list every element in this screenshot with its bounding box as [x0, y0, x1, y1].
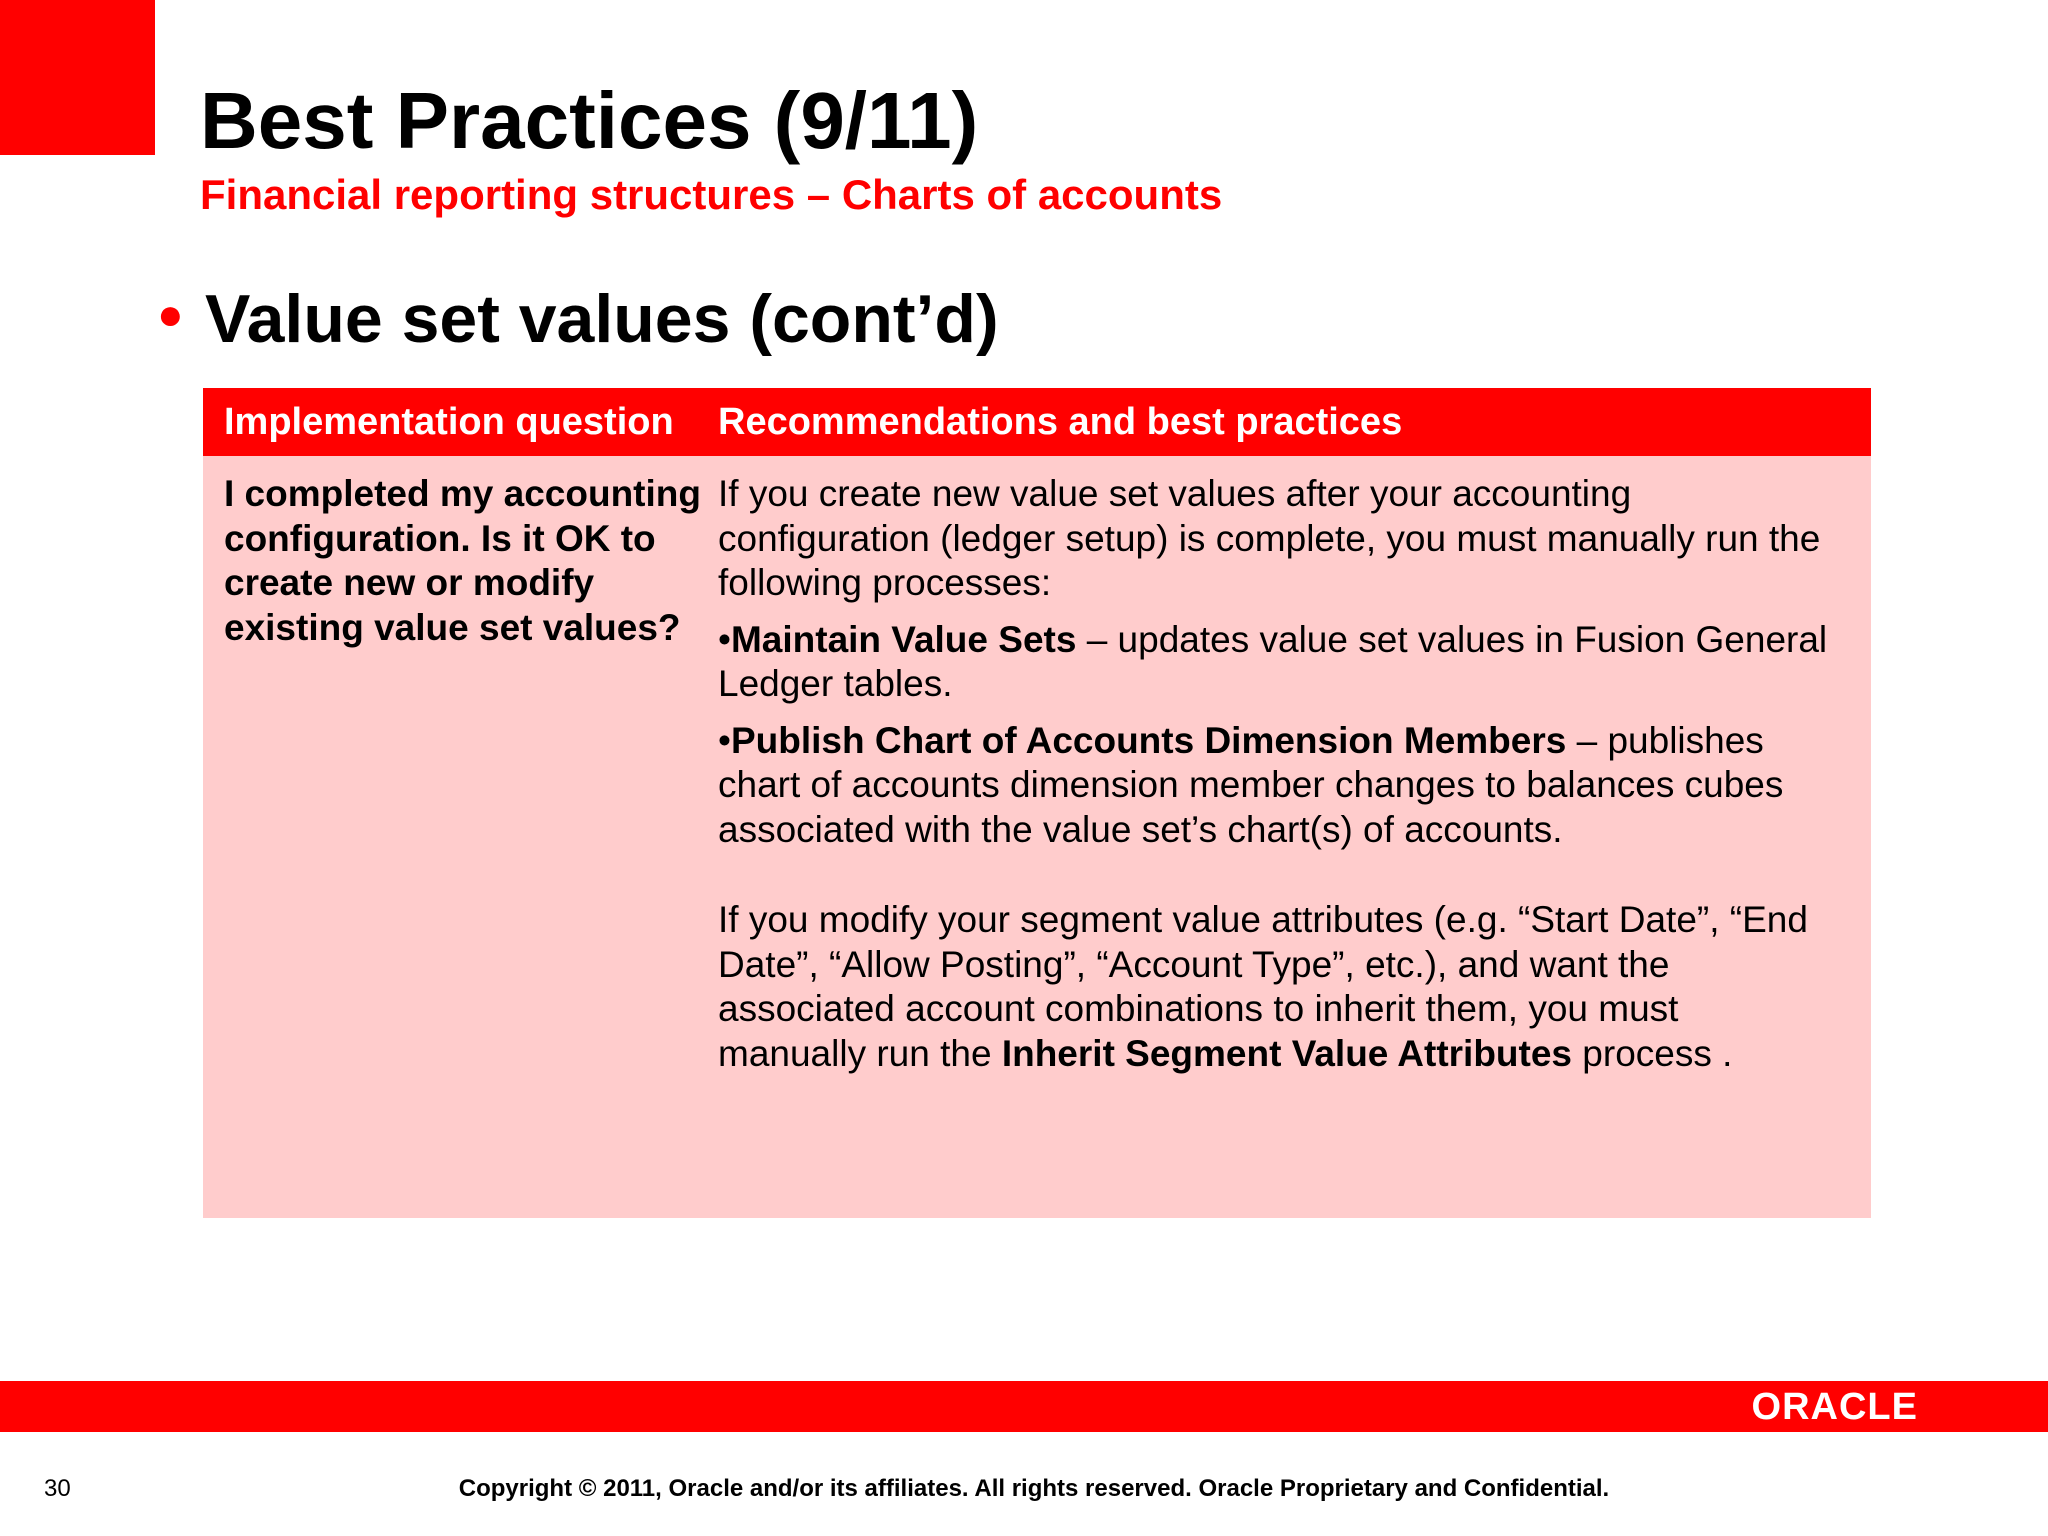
oracle-logo: ORACLE	[1751, 1386, 1918, 1428]
corner-accent-block	[0, 0, 155, 155]
item-bullet: •	[718, 618, 731, 660]
bullet-text: Value set values (cont’d)	[205, 281, 999, 357]
header-implementation-question: Implementation question	[224, 400, 674, 443]
answer-item-maintain-value-sets	[718, 618, 1831, 707]
answer-cell	[718, 472, 1871, 1076]
answer-item-publish-coa	[718, 719, 1831, 853]
copyright-notice: Copyright © 2011, Oracle and/or its affiliates. All rights reserved. Oracle Proprietary and Confidential.	[458, 1475, 1610, 1502]
best-practices-table	[203, 388, 1871, 1218]
slide-title: Best Practices (9/11)	[200, 76, 979, 165]
bullet-dot-icon: ●	[157, 290, 184, 339]
answer-intro: If you create new value set values after your accounting configuration (ledger setup) is complete, you must manually run the following processes:	[718, 473, 1821, 603]
slide-subtitle: Financial reporting structures – Charts of accounts	[200, 171, 1223, 218]
process-name-maintain-value-sets: Maintain Value Sets	[730, 618, 1077, 660]
item-description: – updates value set values in Fusion General Ledger tables.	[718, 618, 1828, 704]
process-name-publish-coa: Publish Chart of Accounts Dimension Members	[730, 719, 1567, 761]
footer-bar	[0, 1381, 2048, 1432]
item-description: – publishes chart of accounts dimension member changes to balances cubes associated with the value set’s chart(s) of accounts.	[718, 719, 1784, 850]
header-recommendations: Recommendations and best practices	[718, 400, 1403, 443]
process-name-inherit-segment: Inherit Segment Value Attributes	[1001, 1032, 1573, 1074]
bullet-item	[155, 280, 999, 358]
page-number: 30	[44, 1475, 71, 1502]
table-header-row	[203, 388, 1871, 456]
answer-segment-attributes	[718, 898, 1831, 1076]
table-row	[203, 456, 1871, 1076]
paragraph-text-end: process .	[1572, 1032, 1733, 1074]
question-cell: I completed my accounting configuration. Is it OK to create new or modify existing value set values?	[224, 473, 701, 648]
paragraph-text: If you modify your segment value attributes (e.g. “Start Date”, “End Date”, “Allow Posting”, “Account Type”, etc.), and want the associated account combinations to inherit them, you must manually run the	[718, 899, 1808, 1074]
item-bullet: •	[718, 719, 731, 761]
